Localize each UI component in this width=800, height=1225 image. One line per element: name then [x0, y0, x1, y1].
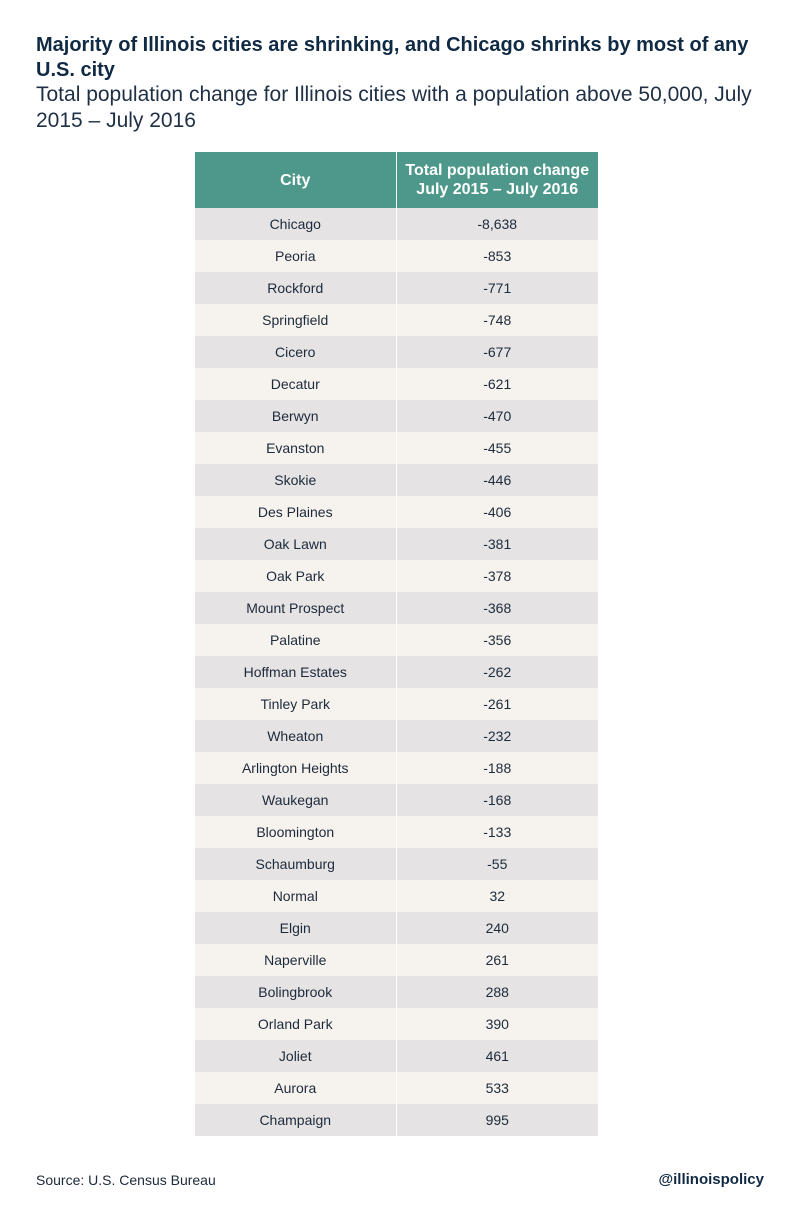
city-cell: Champaign [195, 1104, 396, 1136]
table-row [195, 304, 598, 336]
change-cell: -368 [396, 592, 598, 624]
table-row [195, 1072, 598, 1104]
table-body [195, 208, 598, 1136]
table-row [195, 464, 598, 496]
change-cell: -168 [396, 784, 598, 816]
change-cell: -55 [396, 848, 598, 880]
table-row [195, 1104, 598, 1136]
table-row [195, 368, 598, 400]
table-row [195, 784, 598, 816]
city-cell: Oak Lawn [195, 528, 396, 560]
city-cell: Orland Park [195, 1008, 396, 1040]
city-cell: Bolingbrook [195, 976, 396, 1008]
change-cell: -188 [396, 752, 598, 784]
table-row [195, 496, 598, 528]
change-cell: 995 [396, 1104, 598, 1136]
table-header-row [195, 152, 598, 208]
social-handle: @illinoispolicy [658, 1171, 764, 1188]
change-cell: 240 [396, 912, 598, 944]
change-cell: -621 [396, 368, 598, 400]
table-row [195, 624, 598, 656]
city-cell: Arlington Heights [195, 752, 396, 784]
change-cell: -262 [396, 656, 598, 688]
city-cell: Rockford [195, 272, 396, 304]
change-header-line2: July 2015 – July 2016 [416, 181, 579, 198]
change-cell: -232 [396, 720, 598, 752]
table-row [195, 912, 598, 944]
table-row [195, 240, 598, 272]
city-cell: Mount Prospect [195, 592, 396, 624]
city-cell: Schaumburg [195, 848, 396, 880]
city-cell: Chicago [195, 208, 396, 240]
chart-subtitle: Total population change for Illinois cities with a population above 50,000, July 2015 – July 2016 [36, 83, 752, 132]
change-cell: -853 [396, 240, 598, 272]
city-cell: Cicero [195, 336, 396, 368]
city-column-header: City [195, 152, 396, 208]
change-cell: -677 [396, 336, 598, 368]
change-cell: -470 [396, 400, 598, 432]
table-row [195, 944, 598, 976]
table-row [195, 816, 598, 848]
city-cell: Berwyn [195, 400, 396, 432]
city-cell: Evanston [195, 432, 396, 464]
change-cell: 461 [396, 1040, 598, 1072]
table-row [195, 688, 598, 720]
table-row [195, 208, 598, 240]
city-cell: Skokie [195, 464, 396, 496]
change-cell: -133 [396, 816, 598, 848]
city-cell: Waukegan [195, 784, 396, 816]
city-cell: Decatur [195, 368, 396, 400]
table-row [195, 656, 598, 688]
change-cell: -455 [396, 432, 598, 464]
table-row [195, 528, 598, 560]
chart-title: Majority of Illinois cities are shrinking, and Chicago shrinks by most of any U.S. city [36, 34, 749, 81]
change-cell: -378 [396, 560, 598, 592]
change-cell: -771 [396, 272, 598, 304]
table-row [195, 720, 598, 752]
table-row [195, 1040, 598, 1072]
change-header-line1: Total population change [405, 162, 590, 179]
city-cell: Springfield [195, 304, 396, 336]
change-cell: -381 [396, 528, 598, 560]
table-row [195, 592, 598, 624]
city-cell: Des Plaines [195, 496, 396, 528]
change-cell: -356 [396, 624, 598, 656]
change-cell: 32 [396, 880, 598, 912]
change-column-header [396, 152, 598, 208]
table-row [195, 752, 598, 784]
table-row [195, 336, 598, 368]
change-cell: -8,638 [396, 208, 598, 240]
change-cell: -406 [396, 496, 598, 528]
city-cell: Hoffman Estates [195, 656, 396, 688]
city-cell: Oak Park [195, 560, 396, 592]
change-cell: -748 [396, 304, 598, 336]
city-cell: Peoria [195, 240, 396, 272]
table-row [195, 848, 598, 880]
change-cell: 390 [396, 1008, 598, 1040]
city-cell: Aurora [195, 1072, 396, 1104]
change-cell: -446 [396, 464, 598, 496]
table-row [195, 400, 598, 432]
city-cell: Bloomington [195, 816, 396, 848]
city-cell: Naperville [195, 944, 396, 976]
city-cell: Elgin [195, 912, 396, 944]
table-row [195, 976, 598, 1008]
table-row [195, 432, 598, 464]
city-cell: Wheaton [195, 720, 396, 752]
population-change-table [195, 152, 598, 1136]
city-cell: Tinley Park [195, 688, 396, 720]
change-cell: 261 [396, 944, 598, 976]
city-cell: Palatine [195, 624, 396, 656]
table-row [195, 560, 598, 592]
city-cell: Normal [195, 880, 396, 912]
table-row [195, 880, 598, 912]
table-row [195, 272, 598, 304]
table-row [195, 1008, 598, 1040]
change-cell: 288 [396, 976, 598, 1008]
city-cell: Joliet [195, 1040, 396, 1072]
change-cell: 533 [396, 1072, 598, 1104]
change-cell: -261 [396, 688, 598, 720]
source-note: Source: U.S. Census Bureau [36, 1172, 216, 1188]
